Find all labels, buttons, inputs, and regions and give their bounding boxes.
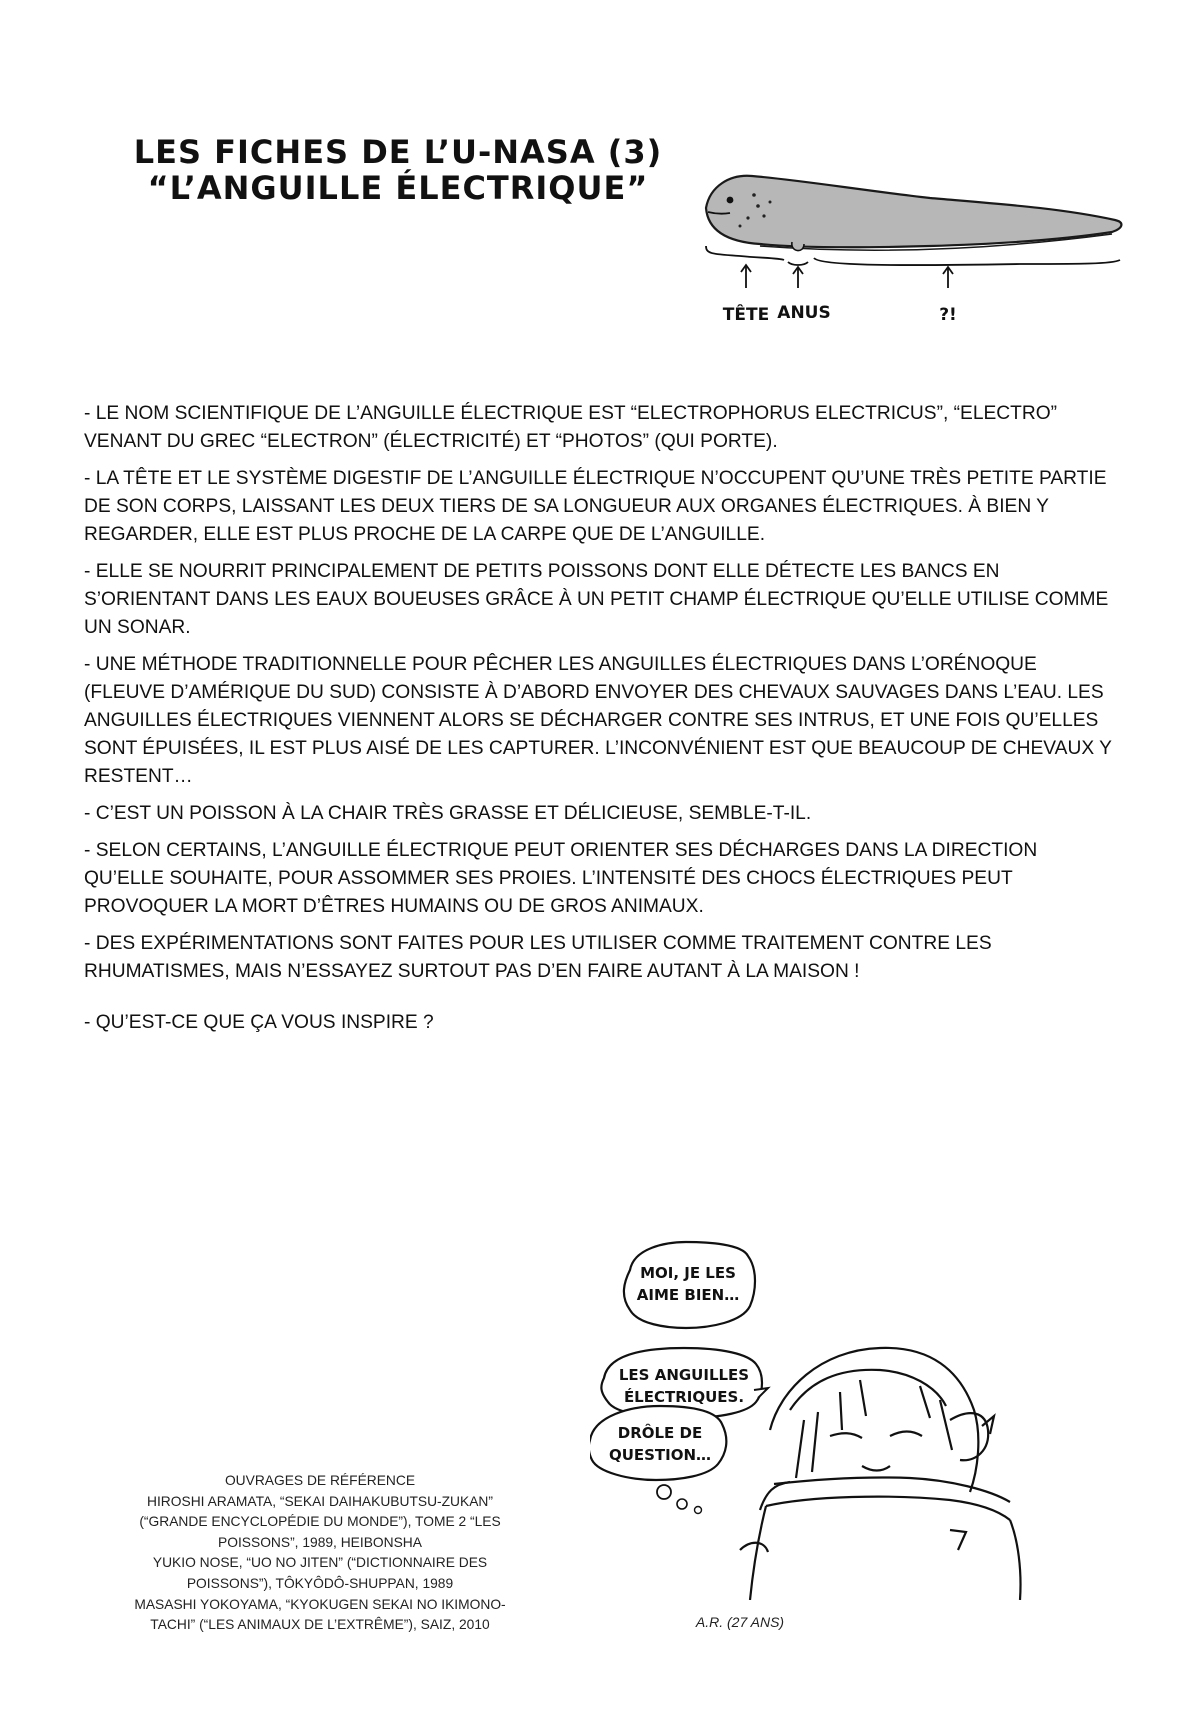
label-rest: ?! [939,305,957,325]
bubble-3-line-1: DRÔLE DE [617,1424,703,1442]
eel-diagram [700,168,1130,338]
label-head: TÊTE [722,305,770,325]
references-heading: OUVRAGES DE RÉFÉRENCE [224,1473,416,1488]
comic-illustration [590,1240,1130,1600]
paragraph: - LE NOM SCIENTIFIQUE DE L’ANGUILLE ÉLECTRIQUE EST “ELECTROPHORUS ELECTRICUS”, “ELECTRO” VENANT DU GREC “ELECTRON” (ÉLECTRICITÉ) ET “PHOTOS” (QUI PORTE). [84,403,1058,452]
reference-line: HIROSHI ARAMATA, “SEKAI DAIHAKUBUTSU-ZUKAN” [147,1493,493,1509]
title-line-2: “L’ANGUILLE ÉLECTRIQUE” [147,169,649,207]
thought-bubble [590,1406,726,1480]
anus-bracket [788,262,808,265]
reference-line: POISSONS”, 1989, HEIBONSHA [218,1534,422,1550]
reference-line: (“GRANDE ENCYCLOPÉDIE DU MONDE”), TOME 2 “LES [139,1514,501,1530]
reference-line: TACHI” (“LES ANIMAUX DE L’EXTRÊME”), SAIZ, 2010 [150,1617,490,1633]
bubble-2-line-1: LES ANGUILLES [618,1366,750,1384]
bubble-2-line-2: ÉLECTRIQUES. [623,1388,745,1406]
label-anus: ANUS [777,303,831,323]
eel-eye [727,197,734,204]
page-title [118,134,678,206]
bubble-3-line-2: QUESTION… [608,1446,712,1464]
speech-bubble-1 [624,1242,755,1328]
paragraph: - LA TÊTE ET LE SYSTÈME DIGESTIF DE L’ANGUILLE ÉLECTRIQUE N’OCCUPENT QU’UNE TRÈS PETITE PARTIE DE SON CORPS, LAISSANT LES DEUX TIERS DE SA LONGUEUR AUX ORGANES ÉLECTRIQUES. À BIEN Y REGARDER, ELLE EST PLUS PROCHE DE LA CARPE QUE DE L’ANGUILLE. [84,468,1107,545]
references [100,1471,540,1636]
paragraph: - UNE MÉTHODE TRADITIONNELLE POUR PÊCHER LES ANGUILLES ÉLECTRIQUES DANS L’ORÉNOQUE (FLEUVE D’AMÉRIQUE DU SUD) CONSISTE À D’ABORD ENVOYER DES CHEVAUX SAUVAGES DANS L’EAU. LES ANGUILLES ÉLECTRIQUES VIENNENT ALORS SE DÉCHARGER CONTRE SES INTRUS, ET UNE FOIS QU’ELLES SONT ÉPUISÉES, IL EST PLUS AISÉ DE LES CAPTURER. L’INCONVÉNIENT EST QUE BEAUCOUP DE CHEVAUX Y RESTENT… [84,654,1112,787]
bubble-1-line-2: AIME BIEN… [636,1286,740,1304]
paragraph: - QU’EST-CE QUE ÇA VOUS INSPIRE ? [84,1012,434,1033]
character-drawing [740,1348,1021,1600]
head-bracket [706,246,784,260]
anus-arrow [793,267,803,288]
bubble-1-line-1: MOI, JE LES [640,1264,736,1282]
body-arrow [943,267,953,288]
paragraph: - C’EST UN POISSON À LA CHAIR TRÈS GRASSE ET DÉLICIEUSE, SEMBLE-T-IL. [84,803,812,824]
paragraph: - ELLE SE NOURRIT PRINCIPALEMENT DE PETITS POISSONS DONT ELLE DÉTECTE LES BANCS EN S’ORIENTANT DANS LES EAUX BOUEUSES GRÂCE À UN PETIT CHAMP ÉLECTRIQUE QU’ELLE UTILISE COMME UN SONAR. [84,561,1109,638]
title-line-1: LES FICHES DE L’U-NASA (3) [133,133,663,171]
paragraph: - DES EXPÉRIMENTATIONS SONT FAITES POUR LES UTILISER COMME TRAITEMENT CONTRE LES RHUMATISMES, MAIS N’ESSAYEZ SURTOUT PAS D’EN FAIRE AUTANT À LA MAISON ! [84,933,992,982]
reference-line: YUKIO NOSE, “UO NO JITEN” (“DICTIONNAIRE DES [152,1555,488,1571]
eel-body [706,176,1121,248]
article-body [84,400,1114,1046]
body-bracket [814,258,1120,265]
reference-line: POISSONS”), TÔKYÔDÔ-SHUPPAN, 1989 [186,1575,454,1591]
paragraph: - SELON CERTAINS, L’ANGUILLE ÉLECTRIQUE PEUT ORIENTER SES DÉCHARGES DANS LA DIRECTION QU’ELLE SOUHAITE, POUR ASSOMMER SES PROIES. L’INTENSITÉ DES CHOCS ÉLECTRIQUES PEUT PROVOQUER LA MORT D’ÊTRES HUMAINS OU DE GROS ANIMAUX. [84,840,1038,917]
head-arrow [741,265,751,288]
character-caption: A.R. (27 ANS) [695,1614,785,1630]
reference-line: MASASHI YOKOYAMA, “KYOKUGEN SEKAI NO IKIMONO- [134,1596,506,1612]
